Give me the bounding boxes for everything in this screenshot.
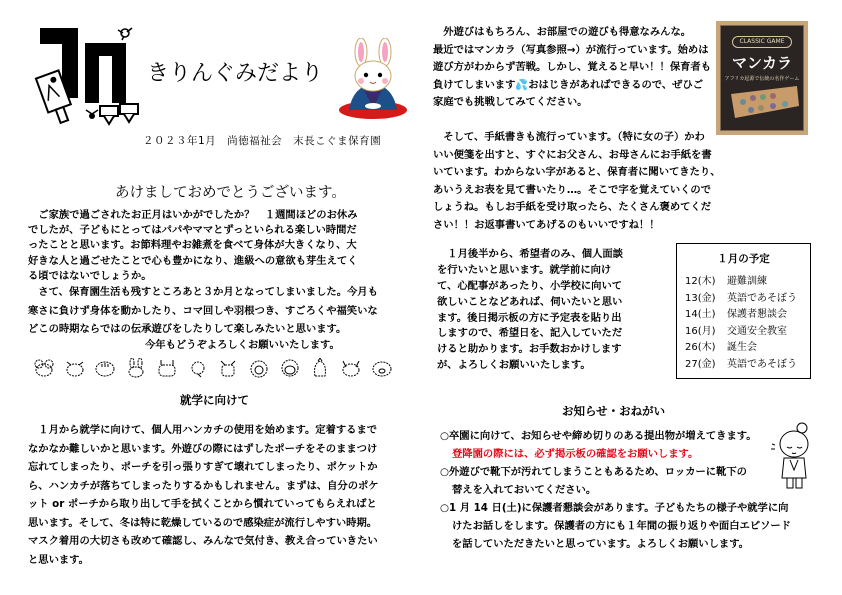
- schedule-date: 14(土): [685, 309, 716, 320]
- school-prep-heading: 就学に向けて: [180, 393, 249, 407]
- notice-item-3-cont: を話していただきたいと思っています。よろしくお願いします。: [452, 538, 749, 550]
- notice-item-3-cont: けたお話しをします。保護者の方にも１年間の振り返りや面白エピソード: [452, 520, 791, 532]
- text-line: しょうね。もしお手紙を受け取ったら、たくさん褒めてくだ: [433, 201, 712, 214]
- text-line: そして、手紙書きも流行っています。（特に女の子）かわ: [433, 131, 705, 143]
- rooster-icon: [309, 358, 331, 378]
- schedule-event: 英語であそぼう: [727, 358, 797, 370]
- text-line: どこの時期ならではの伝承遊びをしたりして楽しみたいと思います。: [28, 323, 347, 336]
- text-line: 負けてしまいます💦おはじきがあればできるので、ぜひご: [433, 78, 704, 91]
- text-line: 欲しいことなどあれば、伺いたいと思い: [437, 295, 623, 308]
- schedule-row: [685, 324, 802, 341]
- notice-item-1: ○卒園に向けて、お知らせや締め切りのある提出物が増えてきます。: [440, 430, 757, 442]
- text-line: 遊び方がわからず苦戦。しかし、覚えると早い！！保育者も: [433, 61, 712, 74]
- text-line: しますので、希望日を、記入していただ: [437, 327, 623, 340]
- letter-writing-paragraph: [433, 129, 828, 235]
- rabbit-kimono-illustration: [333, 38, 413, 120]
- text-line: ます。後日掲示板の方に予定表を貼り出: [437, 311, 622, 324]
- notice-item-2-cont: 替えを入れておいてください。: [452, 484, 597, 496]
- january-schedule-box: [676, 243, 811, 379]
- schedule-row: [685, 357, 802, 374]
- notices-body: [440, 427, 820, 553]
- dog-icon: [340, 358, 362, 378]
- text-line: 思います。そして、冬は特に乾燥しているので感染症が流行しやすい時期。: [28, 516, 378, 529]
- text-line: を行いたいと思います。就学前に向け: [437, 263, 612, 276]
- schedule-title: １月の予定: [717, 253, 770, 265]
- greeting-heading: あけましておめでとうございます。: [115, 185, 346, 201]
- tiger-icon: [94, 358, 116, 378]
- schedule-row: [685, 291, 802, 308]
- notices-heading: お知らせ・おねがい: [562, 404, 666, 418]
- text-line: と思います。: [28, 553, 89, 566]
- text-line: 忘れてしまったり、ポーチを引っ張りすぎて壊れてしまったり、ポケットか: [28, 461, 378, 473]
- issue-date-and-school: ２０２３年1月 尚徳福祉会 末長こぐま保育園: [143, 135, 382, 147]
- newsletter-title: きりんぐみだより: [147, 61, 324, 86]
- text-line: る頃ではないでしょうか。: [28, 269, 152, 282]
- text-line: あいうえお表を見て書いたり…。そこで字を覚えていくので: [433, 183, 712, 196]
- mancala-paragraph: [433, 24, 718, 112]
- notice-item-1-warning: 登降園の際には、必ず掲示板の確認をお願いします。: [452, 448, 699, 460]
- notice-item-3: ○1 月 14 日(土)に保護者懇談会があります。子どもたちの様子や就学に向: [440, 502, 789, 514]
- mancala-box-title: マンカラ: [731, 54, 792, 72]
- schedule-date: 26(木): [685, 342, 716, 353]
- text-line: でしたが、子どもにとってはパパやママとずっといられる楽しい時間だ: [28, 224, 357, 237]
- boar-icon: [371, 358, 393, 378]
- text-line: 家庭でも挑戦してみてください。: [433, 96, 588, 109]
- schedule-date: 12(木): [685, 276, 716, 287]
- text-line: 最近ではマンカラ（写真参照→）が流行っています。始めは: [433, 43, 709, 56]
- text-line: 好きな人と過ごせたことで心も豊かになり、進級への意欲も芽生えてく: [28, 254, 358, 267]
- schedule-row: [685, 307, 802, 324]
- text-line: さて、保育園生活も残すところあと３か月となってしまいました。今月も: [28, 286, 378, 298]
- bowing-girl-illustration: [770, 420, 820, 492]
- schedule-event: 避難訓練: [727, 276, 767, 287]
- mouse-icon: [33, 358, 55, 378]
- text-line: １月から就学に向けて、個人用ハンカチの使用を始めます。定着するまで: [28, 424, 378, 436]
- horse-icon: [217, 358, 239, 378]
- greeting-paragraph-1: [28, 208, 408, 284]
- classic-game-badge: [732, 36, 792, 48]
- text-line: が、よろしくお願いいたします。: [437, 359, 591, 372]
- mancala-board-image: [727, 84, 801, 122]
- mancala-box-caption: アフリカ起源で伝統の名作ゲーム: [724, 76, 800, 82]
- parent-interview-paragraph: [437, 247, 677, 374]
- schedule-event: 英語であそぼう: [727, 292, 797, 304]
- school-prep-body: [28, 421, 408, 569]
- schedule-row: [685, 274, 802, 291]
- text-line: なかなか難しいかと思います。外遊びの際にはずしたポーチをそのままつけ: [28, 442, 378, 455]
- badge-text: CLASSIC GAME: [739, 38, 785, 45]
- ox-icon: [64, 358, 86, 378]
- text-line: ったことと思います。お節料理やお雑煮を食べて身体が大きくなり、大: [28, 239, 357, 252]
- text-line: いています。わからない字があると、保育者に聞いてきたり、: [433, 166, 721, 179]
- mancala-box-photo: [716, 21, 808, 135]
- text-line: 外遊びはもちろん、お部屋での遊びも得意なみんな。: [433, 26, 692, 38]
- schedule-event: 誕生会: [727, 342, 757, 353]
- text-line: けると助かります。お手数おかけします: [437, 343, 622, 356]
- greeting-closing: 今年もどうぞよろしくお願いいたします。: [145, 339, 340, 351]
- zodiac-animal-row: [33, 358, 393, 380]
- schedule-date: 16(月): [685, 325, 716, 337]
- text-line: 寒さに負けず身体を動かしたり、コマ回しや羽根つき、すごろくや福笑いな: [28, 304, 378, 317]
- text-line: ら、ハンカチが落ちてしまったりするかもしれません。まずは、自分のポケ: [28, 479, 379, 492]
- text-line: さい！！お返事書いてあげるのもいいですね！！: [433, 218, 660, 231]
- schedule-date: 27(金): [685, 358, 716, 370]
- monkey-icon: [279, 358, 301, 378]
- sheep-icon: [248, 358, 270, 378]
- rabbit-icon: [125, 358, 147, 378]
- text-line: マスク着用の大切さも改めて確認し、みんなで気付き、教え合っていきたい: [28, 535, 378, 547]
- text-line: ご家族で過ごされたお正月はいかがでしたか？ １週間ほどのお休み: [28, 209, 358, 221]
- schedule-date: 13(金): [685, 292, 716, 304]
- text-line: １月後半から、希望者のみ、個人面談: [437, 248, 623, 260]
- schedule-event: 保護者懇談会: [727, 309, 787, 320]
- text-line: て、心配事があったり、小学校に向いて: [437, 279, 623, 292]
- month-logo-illustration: [30, 18, 140, 128]
- notice-item-2: ○外遊びで靴下が汚れてしまうこともあるため、ロッカーに靴下の: [440, 466, 747, 478]
- text-line: ット or ポーチから取り出して手を拭くことから慣れていってもらえればと: [28, 498, 377, 510]
- schedule-row: [685, 340, 802, 357]
- dragon-icon: [156, 358, 178, 378]
- snake-icon: [187, 358, 209, 378]
- schedule-event: 交通安全教室: [727, 325, 787, 337]
- greeting-paragraph-2: [28, 283, 408, 339]
- text-line: いい便箋を出すと、すぐにお父さん、お母さんにお手紙を書: [433, 148, 712, 161]
